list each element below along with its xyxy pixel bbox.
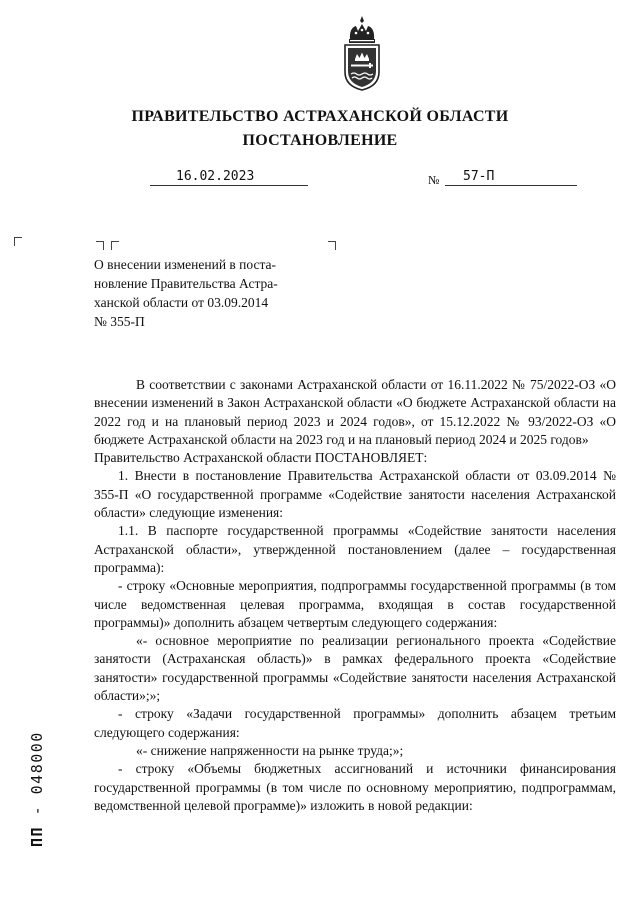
- body-paragraph: - строку «Объемы бюджетных ассигнований и источники финансирования государственной программы (в том числе по основному мероприятию, подпрограммам, ведомственной целевой программе)» изложить в новой редакции:: [94, 761, 616, 813]
- number-underline: [445, 185, 577, 186]
- left-corner-mark: [14, 237, 22, 246]
- document-body: [94, 376, 616, 815]
- body-paragraph: 1. Внести в постановление Правительства Астраханской области от 03.09.2014 № 355-П «О государственной программе «Содействие занятости населения Астраханской области» следующие изменения:: [94, 468, 616, 521]
- number-sign: №: [428, 173, 440, 187]
- subject-corner-mark-b: [111, 241, 119, 250]
- document-number: 57-П: [463, 169, 495, 184]
- body-paragraph: - строку «Задачи государственной программы» дополнить абзацем третьим следующего содержания:: [94, 706, 616, 740]
- subject-corner-mark-a: [96, 241, 104, 250]
- subject-corner-mark-c: [328, 241, 336, 250]
- body-paragraph: Правительство Астраханской области ПОСТАНОВЛЯЕТ:: [94, 450, 428, 466]
- coat-of-arms-icon: [337, 14, 387, 92]
- subject-line: ханской области от 03.09.2014: [94, 295, 269, 310]
- date-underline: [150, 185, 308, 186]
- document-date: 16.02.2023: [176, 169, 255, 184]
- body-paragraph: - строку «Основные мероприятия, подпрограммы государственной программы (в том числе ведомственная целевая программа, входящая в состав государственной программы)» дополнить абзацем четвертым следующего содержания:: [94, 578, 616, 630]
- subject-line: новление Правительства Астра-: [94, 276, 278, 291]
- subject-line: № 355-П: [94, 314, 145, 329]
- document-subject: [94, 255, 326, 331]
- org-title: ПРАВИТЕЛЬСТВО АСТРАХАНСКОЙ ОБЛАСТИ: [131, 108, 509, 125]
- body-paragraph: «- снижение напряженности на рынке труда;»;: [136, 742, 404, 758]
- body-paragraph: В соответствии с законами Астраханской области от 16.11.2022 № 75/2022-ОЗ «О внесении изменений в Закон Астраханской области «О бюджете Астраханской области на 2022 год и на плановый период 2023 и 2024 годов», от 15.12.2022 № 93/2022-ОЗ «О бюджете Астраханской области на 2023 год и на плановый период 2024 и 2025 годов»: [94, 377, 616, 447]
- side-code-prefix: ПП: [28, 825, 46, 847]
- body-paragraph: «- основное мероприятие по реализации регионального проекта «Содействие занятости (Астраханская область)» в рамках федерального проекта «Содействие занятости» государственной программы «Содействие занятости населения Астраханской области»;»;: [94, 633, 616, 704]
- side-registration-code: [28, 731, 46, 847]
- side-code-number: - 048000: [28, 731, 46, 816]
- document-type: ПОСТАНОВЛЕНИЕ: [242, 132, 398, 149]
- body-paragraph: 1.1. В паспорте государственной программы «Содействие занятости населения Астраханской области», утвержденной постановлением (далее – государственная программа):: [94, 523, 616, 575]
- subject-line: О внесении изменений в поста-: [94, 257, 277, 272]
